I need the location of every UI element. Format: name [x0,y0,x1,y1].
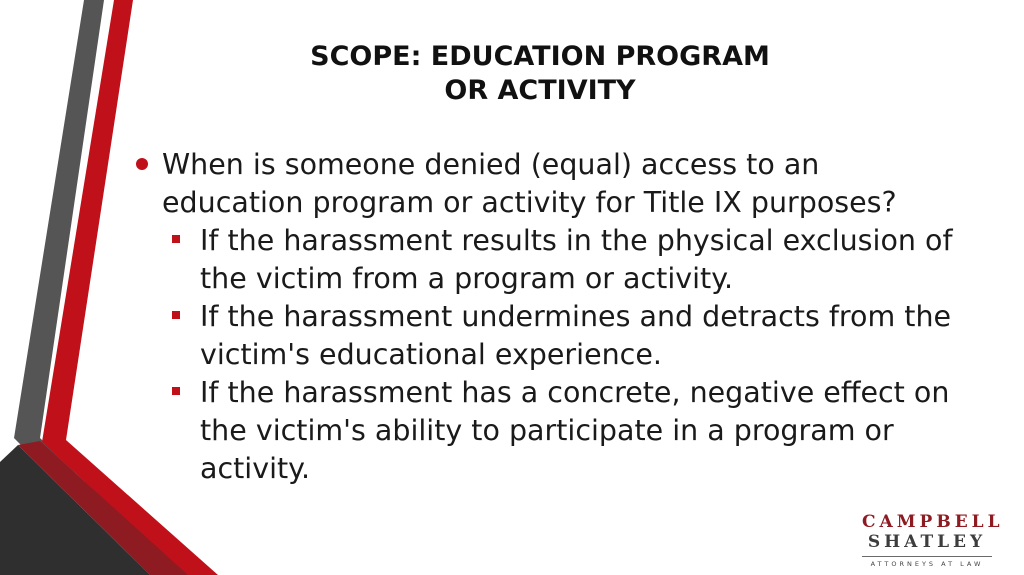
slide-title [240,40,840,108]
slide-body [130,146,960,488]
logo-line-1: CAMPBELL [862,512,1004,532]
round-bullet-icon [136,158,148,170]
firm-logo [862,512,1004,568]
square-bullet-icon [172,387,180,395]
sub-bullet [130,374,960,488]
sub-bullet [130,222,960,298]
square-bullet-icon [172,311,180,319]
sub-bullet-text: If the harassment has a concrete, negative effect on the victim's ability to participate in a program or activity. [200,376,950,485]
title-line-1: SCOPE: EDUCATION PROGRAM [310,41,770,72]
logo-tagline: ATTORNEYS AT LAW [862,556,992,568]
logo-line-2: SHATLEY [867,532,987,552]
square-bullet-icon [172,235,180,243]
main-bullet-text: When is someone denied (equal) access to an education program or activity for Title IX purposes? [162,148,897,219]
main-bullet [130,146,960,222]
sub-bullet-text: If the harassment results in the physical exclusion of the victim from a program or activity. [200,224,953,295]
sub-bullet-text: If the harassment undermines and detracts from the victim's educational experience. [200,300,952,371]
sub-bullet [130,298,960,374]
title-line-2: OR ACTIVITY [444,75,636,106]
